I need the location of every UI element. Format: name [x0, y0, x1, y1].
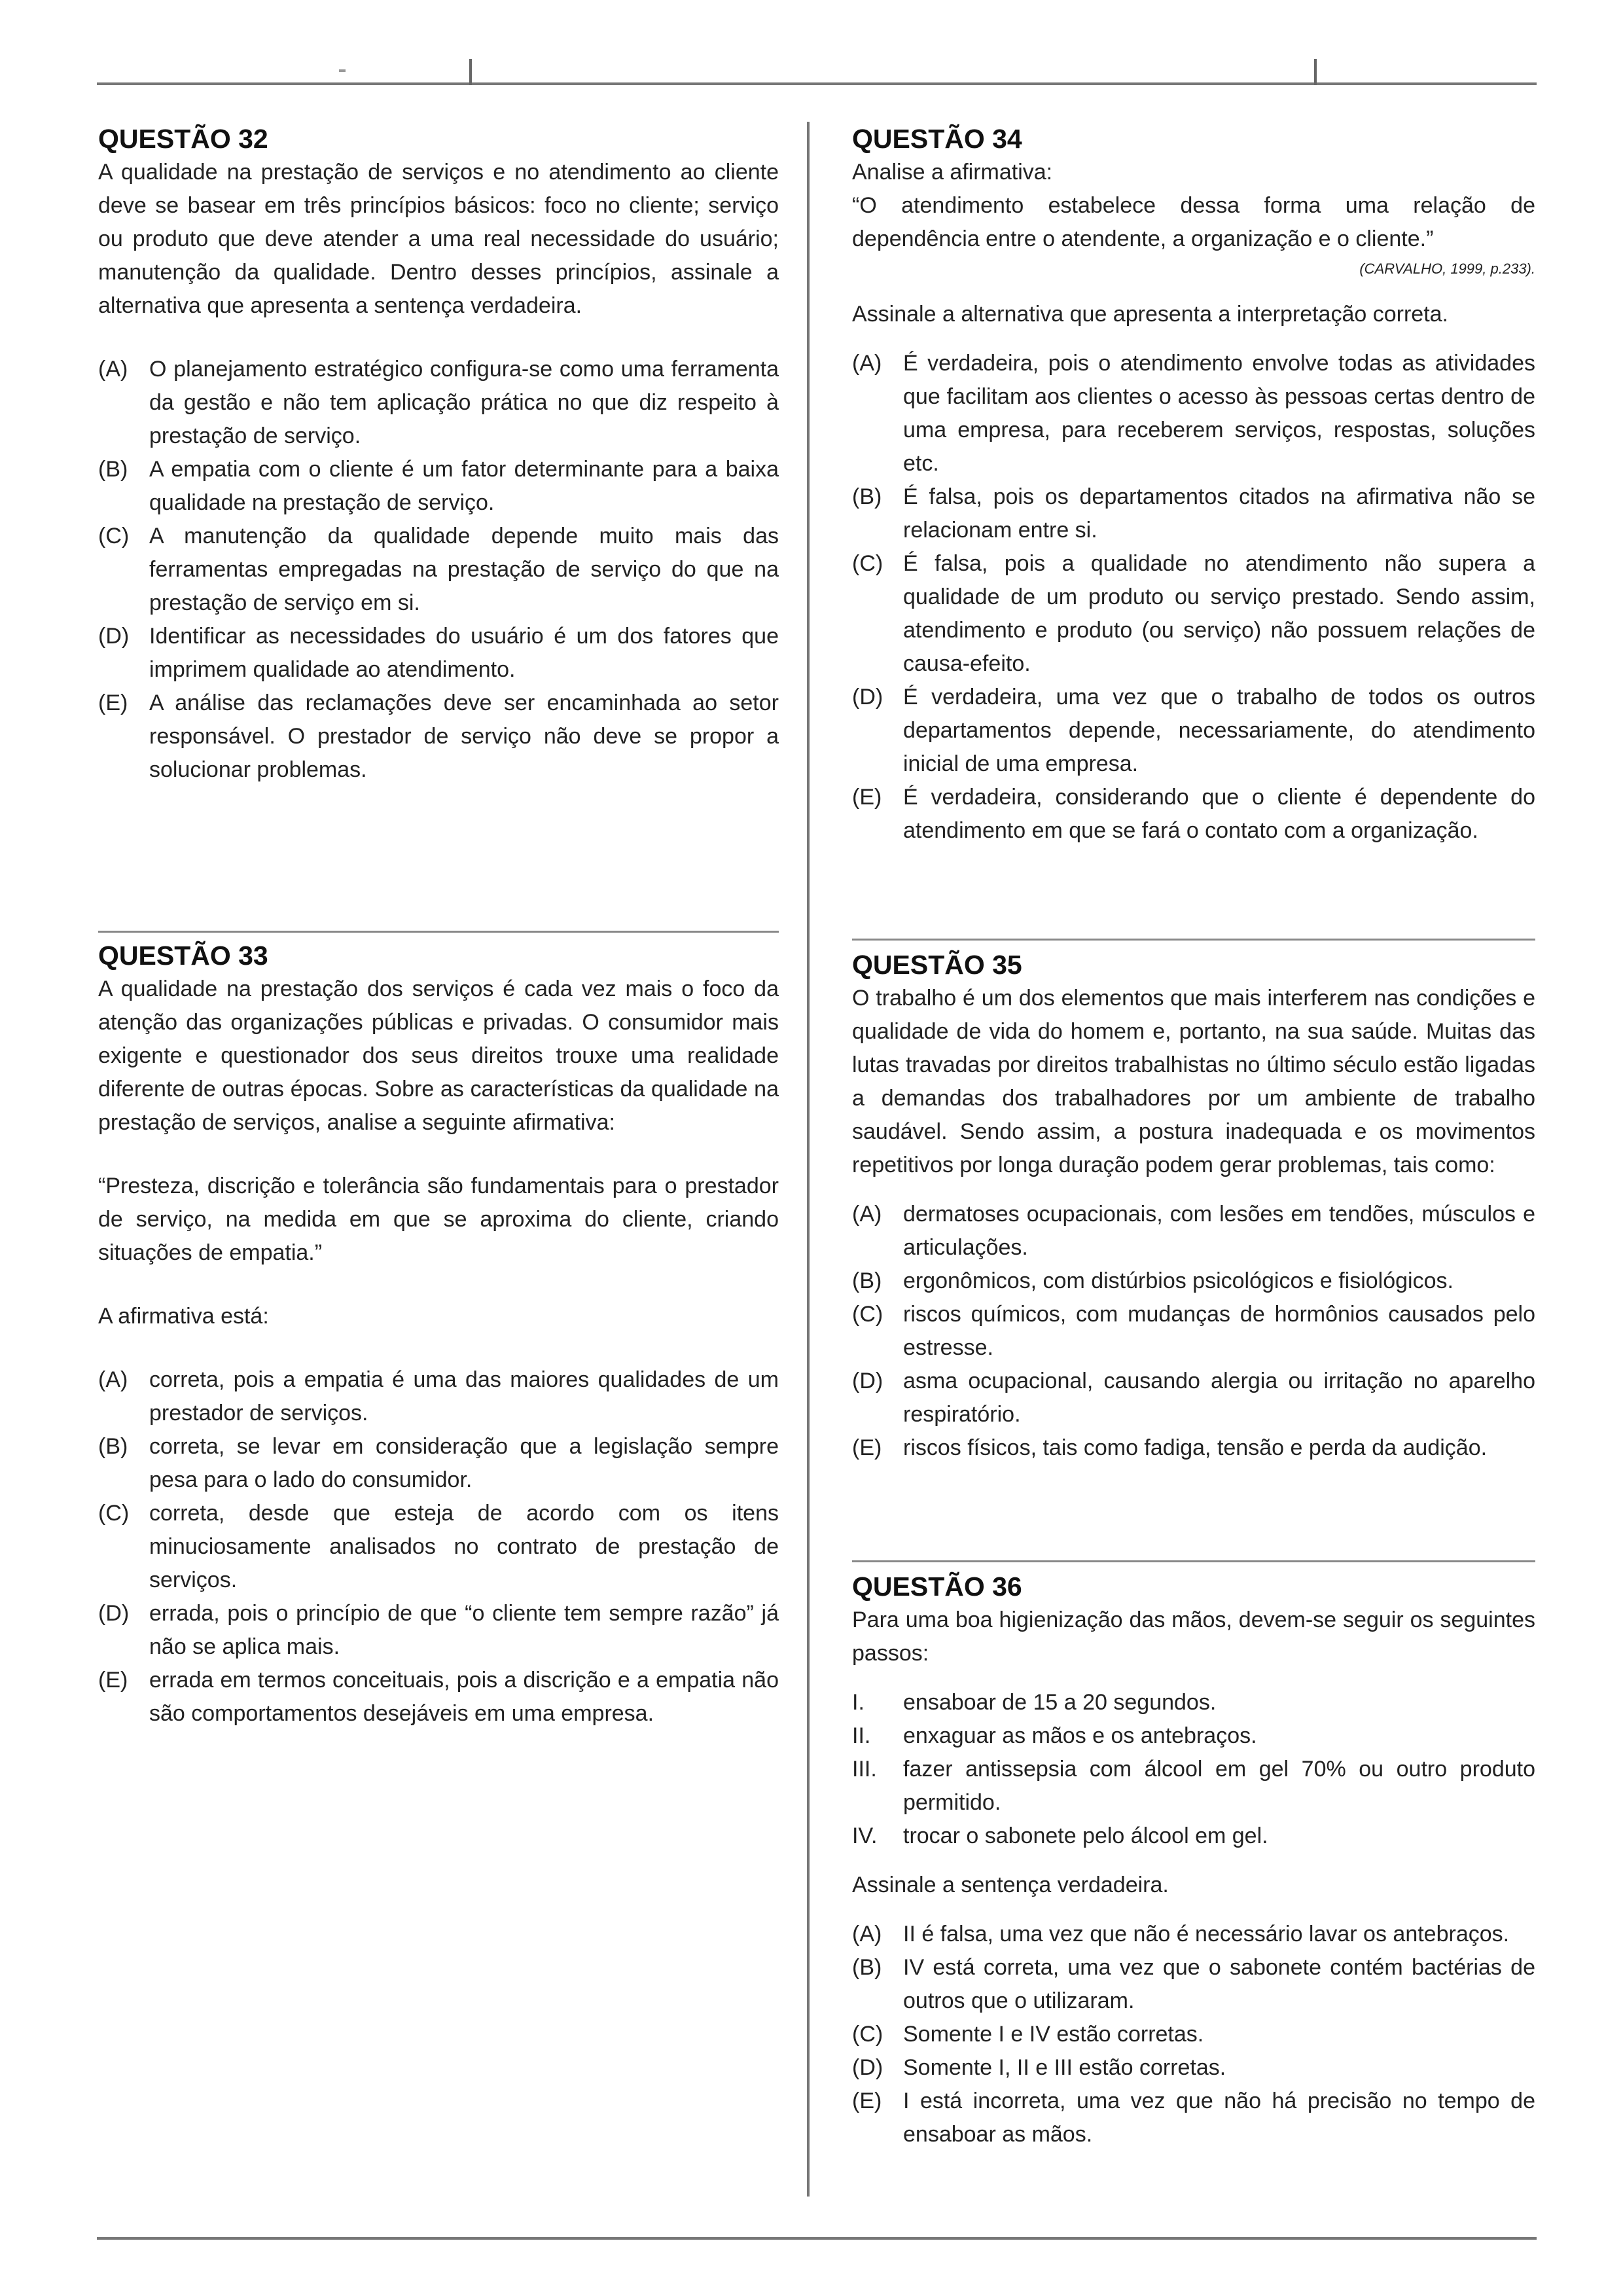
option-a[interactable]: (A) correta, pois a empatia é uma das maiores qualidades de um prestador de serviços.	[98, 1367, 779, 1426]
question-quote: “Presteza, discrição e tolerância são fundamentais para o prestador de serviço, na medida em que se aproxima do cliente, criando situações de empatia.”	[98, 1174, 779, 1265]
options-list	[852, 1198, 1535, 1465]
question-36	[852, 1570, 1535, 2151]
question-35	[852, 948, 1535, 1465]
question-32	[98, 122, 779, 787]
option-e[interactable]: (E) A análise das reclamações deve ser encaminhada ao setor responsável. O prestador de serviço não deve se propor a solucionar problemas.	[98, 691, 779, 782]
question-text: A qualidade na prestação dos serviços é cada vez mais o foco da atenção das organizações públicas e privadas. O consumidor mais exigente e questionador dos seus direitos trouxe uma realidade diferente de outras épocas. Sobre as características da qualidade na prestação de serviços, analise a seguinte afirmativa:	[98, 977, 779, 1135]
option-e[interactable]: (E) I está incorreta, uma vez que não há precisão no tempo de ensaboar as mãos.	[852, 2089, 1535, 2147]
option-d[interactable]: (D) Identificar as necessidades do usuário é um dos fatores que imprimem qualidade ao atendimento.	[98, 624, 779, 682]
option-c[interactable]: (C) correta, desde que esteja de acordo com os itens minuciosamente analisados no contrato de prestação de serviços.	[98, 1501, 779, 1592]
header-tick-left	[469, 59, 472, 85]
column-separator	[807, 122, 810, 2197]
option-d[interactable]: (D) Somente I, II e III estão corretas.	[852, 2055, 1226, 2080]
question-prompt: Assinale a sentença verdadeira.	[852, 1873, 1169, 1897]
option-e[interactable]: (E) riscos físicos, tais como fadiga, tensão e perda da audição.	[852, 1435, 1488, 1460]
question-text: A qualidade na prestação de serviços e no atendimento ao cliente deve se basear em três princípios básicos: foco no cliente; serviço ou produto que deve atender a uma real necessidade do usuário; manutenção da qualidade. Dentro desses princípios, assinale a alternativa que apresenta a sentença verdadeira.	[98, 160, 779, 318]
option-b[interactable]: (B) A empatia com o cliente é um fator determinante para a baixa qualidade na prestação de serviço.	[98, 457, 779, 515]
option-d[interactable]: (D) errada, pois o princípio de que “o cliente tem sempre razão” já não se aplica mais.	[98, 1601, 779, 1659]
question-prompt: Assinale a alternativa que apresenta a interpretação correta.	[852, 302, 1448, 327]
question-quote: “O atendimento estabelece dessa forma uma relação de dependência entre o atendente, a organização e o cliente.”	[852, 193, 1535, 251]
footer-rule	[97, 2237, 1537, 2240]
option-d[interactable]: (D) É verdadeira, uma vez que o trabalho de todos os outros departamentos depende, necessariamente, do atendimento inicial de uma empresa.	[852, 685, 1535, 776]
question-text: Para uma boa higienização das mãos, devem-se seguir os seguintes passos:	[852, 1607, 1535, 1666]
question-text: O trabalho é um dos elementos que mais interferem nas condições e qualidade de vida do homem e, portanto, na sua saúde. Muitas das lutas travadas por direitos trabalhistas no último século estão ligadas a demandas dos trabalhadores por um ambiente de trabalho saudável. Sendo assim, a postura inadequada e os movimentos repetitivos por longa duração podem gerar problemas, tais como:	[852, 986, 1535, 1177]
question-intro: Analise a afirmativa:	[852, 160, 1053, 185]
option-e[interactable]: (E) errada em termos conceituais, pois a discrição e a empatia não são comportamentos desejáveis em uma empresa.	[98, 1668, 779, 1726]
step-ii: II. enxaguar as mãos e os antebraços.	[852, 1723, 1257, 1748]
options-list	[98, 353, 779, 787]
header-rule	[97, 82, 1537, 85]
question-divider	[852, 939, 1535, 941]
question-title: QUESTÃO 35	[852, 950, 1022, 980]
question-title: QUESTÃO 32	[98, 124, 268, 154]
option-b[interactable]: (B) correta, se levar em consideração que a legislação sempre pesa para o lado do consumidor.	[98, 1434, 779, 1492]
question-33	[98, 939, 779, 1731]
question-divider	[852, 1560, 1535, 1562]
option-a[interactable]: (A) É verdadeira, pois o atendimento envolve todas as atividades que facilitam aos clientes o acesso às pessoas certas dentro de uma empresa, para receberem serviços, respostas, soluções etc.	[852, 351, 1535, 476]
step-iv: IV. trocar o sabonete pelo álcool em gel.	[852, 1823, 1268, 1848]
header-tick-right	[1314, 59, 1317, 85]
question-title: QUESTÃO 34	[852, 124, 1022, 154]
option-a[interactable]: (A) O planejamento estratégico configura-se como uma ferramenta da gestão e não tem aplicação prática no que diz respeito à prestação de serviço.	[98, 357, 779, 448]
option-c[interactable]: (C) A manutenção da qualidade depende muito mais das ferramentas empregadas na prestação de serviço do que na prestação de serviço em si.	[98, 524, 779, 615]
citation: (CARVALHO, 1999, p.233).	[1359, 260, 1535, 277]
options-list	[852, 347, 1535, 848]
question-divider	[98, 931, 779, 933]
left-column	[98, 122, 779, 2216]
option-a[interactable]: (A) dermatoses ocupacionais, com lesões em tendões, músculos e articulações.	[852, 1202, 1535, 1260]
option-c[interactable]: (C) É falsa, pois a qualidade no atendimento não supera a qualidade de um produto ou serviço prestado. Sendo assim, atendimento e produto (ou serviço) não possuem relações de causa-efeito.	[852, 551, 1535, 676]
question-title: QUESTÃO 36	[852, 1571, 1022, 1602]
step-i: I. ensaboar de 15 a 20 segundos.	[852, 1690, 1217, 1715]
option-a[interactable]: (A) II é falsa, uma vez que não é necessário lavar os antebraços.	[852, 1922, 1510, 1946]
header-mark	[339, 69, 346, 72]
question-34	[852, 122, 1535, 848]
option-c[interactable]: (C) riscos químicos, com mudanças de hormônios causados pelo estresse.	[852, 1302, 1535, 1360]
option-e[interactable]: (E) É verdadeira, considerando que o cliente é dependente do atendimento em que se fará o contato com a organização.	[852, 785, 1535, 843]
options-list	[98, 1363, 779, 1731]
option-b[interactable]: (B) IV está correta, uma vez que o sabonete contém bactérias de outros que o utilizaram.	[852, 1955, 1535, 2013]
right-column	[852, 122, 1535, 2216]
option-c[interactable]: (C) Somente I e IV estão corretas.	[852, 2022, 1204, 2047]
option-b[interactable]: (B) ergonômicos, com distúrbios psicológicos e fisiológicos.	[852, 1268, 1454, 1293]
options-list	[852, 1918, 1535, 2151]
question-title: QUESTÃO 33	[98, 941, 268, 971]
option-d[interactable]: (D) asma ocupacional, causando alergia ou irritação no aparelho respiratório.	[852, 1369, 1535, 1427]
step-iii: III. fazer antissepsia com álcool em gel 70% ou outro produto permitido.	[852, 1757, 1535, 1815]
option-b[interactable]: (B) É falsa, pois os departamentos citados na afirmativa não se relacionam entre si.	[852, 484, 1535, 543]
question-prompt: A afirmativa está:	[98, 1304, 269, 1329]
steps-list	[852, 1686, 1535, 1853]
